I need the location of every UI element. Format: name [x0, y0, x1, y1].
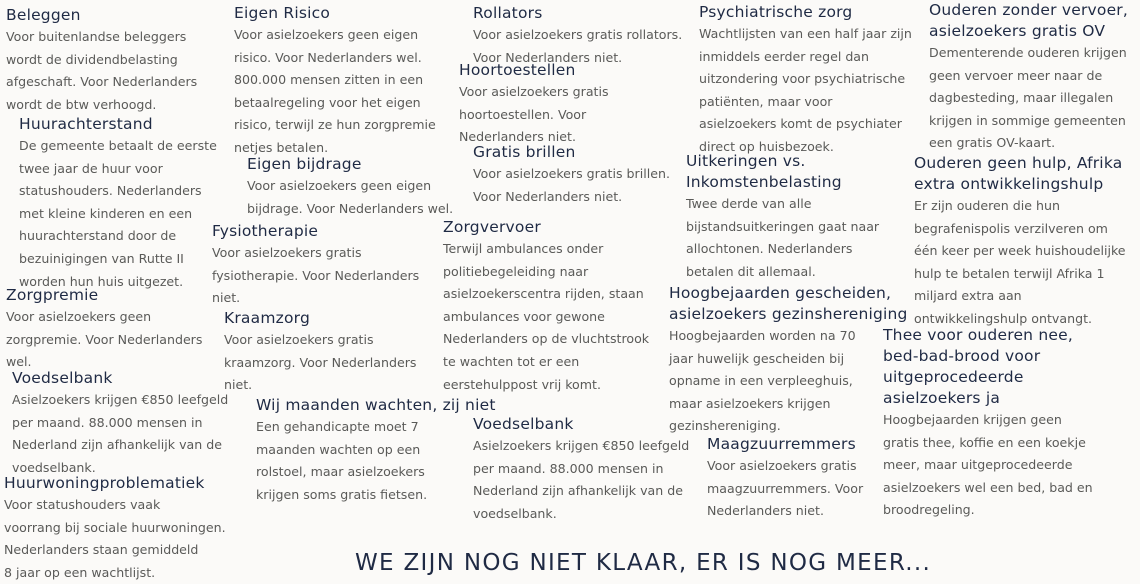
block-text: De gemeente betaalt de eerste twee jaar de huur voor statushouders. Nederlanders met kleine kinderen en een huurachterstand door de bezuinigingen van Rutte II worden hun huis uitgezet.: [19, 138, 217, 289]
block-ouderen-zonder-vervoer: [929, 0, 1128, 155]
block-text: Voor asielzoekers gratis brillen. Voor Nederlanders niet.: [473, 166, 670, 204]
block-text: Terwijl ambulances onder politiebegeleiding naar asielzoekerscentra rijden, staan ambulances voor gewone Nederlanders op de vluchtstrook te wachten tot er een eerstehulppost vrij komt.: [443, 241, 650, 392]
block-voedselbank-2: [473, 414, 689, 525]
block-text: Voor asielzoekers geen eigen risico. Voor Nederlanders wel. 800.000 mensen zitten in een betaalregeling voor het eigen risico, terwijl ze hun zorgpremie netjes betalen.: [234, 27, 436, 155]
block-title: Fysiotherapie: [212, 222, 319, 240]
block-text: Voor buitenlandse beleggers wordt de dividendbelasting afgeschaft. Voor Nederlanders wordt de btw verhoogd.: [6, 29, 198, 112]
block-title: Eigen Risico: [234, 4, 331, 22]
block-beleggen: [6, 5, 197, 116]
block-text: Voor asielzoekers gratis hoortoestellen. Voor Nederlanders niet.: [459, 84, 609, 145]
block-text: Voor asielzoekers geen eigen bijdrage. Voor Nederlanders wel.: [247, 178, 454, 216]
block-text: Wachtlijsten van een half jaar zijn inmiddels eerder regel dan uitzondering voor psychiatrische patiënten, maar voor asielzoekers komt de psychiater direct op huisbezoek.: [699, 26, 912, 154]
block-title: Rollators: [473, 4, 543, 22]
block-thee-voor-ouderen: [883, 325, 1093, 522]
block-zorgpremie: [6, 285, 202, 374]
block-title: Zorgpremie: [6, 286, 99, 304]
block-text: Voor asielzoekers gratis rollators. Voor Nederlanders niet.: [473, 27, 683, 65]
block-text: Er zijn ouderen die hun begrafenispolis verzilveren om één keer per week huishoudelijke hulp te betalen terwijl Afrika 1 miljard extra aan ontwikkelingshulp ontvangt.: [914, 198, 1126, 326]
block-title: Hoortoestellen: [459, 61, 576, 79]
block-fysiotherapie: [212, 221, 419, 310]
block-title: Maagzuurremmers: [707, 435, 856, 453]
block-wij-maanden-wachten: [256, 395, 496, 506]
block-title: Zorgvervoer: [443, 218, 541, 236]
block-text: Dementerende ouderen krijgen geen vervoer meer naar de dagbesteding, maar illegalen krijgen in sommige gemeenten een gratis OV-kaart.: [929, 45, 1127, 151]
block-gratis-brillen: [473, 142, 670, 208]
block-voedselbank-1: [12, 368, 228, 479]
block-hoortoestellen: [459, 60, 609, 149]
block-text: Asielzoekers krijgen €850 leefgeld per maand. 88.000 mensen in Nederland zijn afhankelijk van de voedselbank.: [473, 438, 690, 521]
block-title: Voedselbank: [473, 415, 574, 433]
block-eigen-bijdrage: [247, 154, 453, 220]
block-text: Hoogbejaarden worden na 70 jaar huwelijk gescheiden bij opname in een verpleeghuis, maar asielzoekers krijgen gezinshereniging.: [669, 328, 856, 434]
block-title: Wij maanden wachten, zij niet: [256, 396, 496, 414]
block-title: Hoogbejaarden gescheiden, asielzoekers gezinshereniging: [669, 284, 908, 323]
block-text: Voor asielzoekers gratis maagzuurremmers. Voor Nederlanders niet.: [707, 458, 864, 519]
block-title: Thee voor ouderen nee, bed-bad-brood voor uitgeprocedeerde asielzoekers ja: [883, 326, 1073, 407]
block-huurwoningproblematiek: [4, 473, 226, 584]
block-title: Gratis brillen: [473, 143, 576, 161]
block-text: Asielzoekers krijgen €850 leefgeld per maand. 88.000 mensen in Nederland zijn afhankelijk van de voedselbank.: [12, 392, 229, 475]
block-uitkeringen: [686, 151, 879, 283]
block-ouderen-geen-hulp: [914, 153, 1126, 331]
block-zorgvervoer: [443, 217, 649, 396]
block-title: Beleggen: [6, 6, 81, 24]
block-text: Een gehandicapte moet 7 maanden wachten op een rolstoel, maar asielzoekers krijgen soms gratis fietsen.: [256, 419, 428, 502]
block-title: Huurwoningproblematiek: [4, 474, 205, 492]
block-text: Twee derde van alle bijstandsuitkeringen gaat naar allochtonen. Nederlanders betalen dit allemaal.: [686, 196, 880, 279]
block-text: Hoogbejaarden krijgen geen gratis thee, koffie en een koekje meer, maar uitgeprocedeerde asielzoekers wel een bed, bad en broodregeling.: [883, 412, 1093, 518]
footer-banner: WE ZIJN NOG NIET KLAAR, ER IS NOG MEER...: [355, 550, 932, 576]
block-title: Ouderen geen hulp, Afrika extra ontwikkelingshulp: [914, 154, 1123, 193]
block-text: Voor asielzoekers gratis fysiotherapie. Voor Nederlanders niet.: [212, 245, 420, 306]
block-title: Voedselbank: [12, 369, 113, 387]
block-text: Voor asielzoekers geen zorgpremie. Voor Nederlanders wel.: [6, 309, 203, 370]
block-text: Voor statushouders vaak voorrang bij sociale huurwoningen. Nederlanders staan gemiddeld 8 jaar op een wachtlijst.: [4, 497, 226, 580]
block-hoogbejaarden: [669, 283, 908, 438]
block-title: Psychiatrische zorg: [699, 3, 853, 21]
block-title: Kraamzorg: [224, 309, 310, 327]
block-eigen-risico: [234, 3, 436, 160]
block-text: Voor asielzoekers gratis kraamzorg. Voor Nederlanders niet.: [224, 332, 417, 393]
block-kraamzorg: [224, 308, 416, 397]
block-title: Uitkeringen vs. Inkomstenbelasting: [686, 152, 842, 191]
block-title: Huurachterstand: [19, 115, 153, 133]
block-huurachterstand: [19, 114, 217, 293]
block-title: Ouderen zonder vervoer, asielzoekers gratis OV: [929, 1, 1129, 40]
block-psychiatrische-zorg: [699, 2, 912, 159]
block-title: Eigen bijdrage: [247, 155, 362, 173]
block-maagzuurremmers: [707, 434, 863, 523]
